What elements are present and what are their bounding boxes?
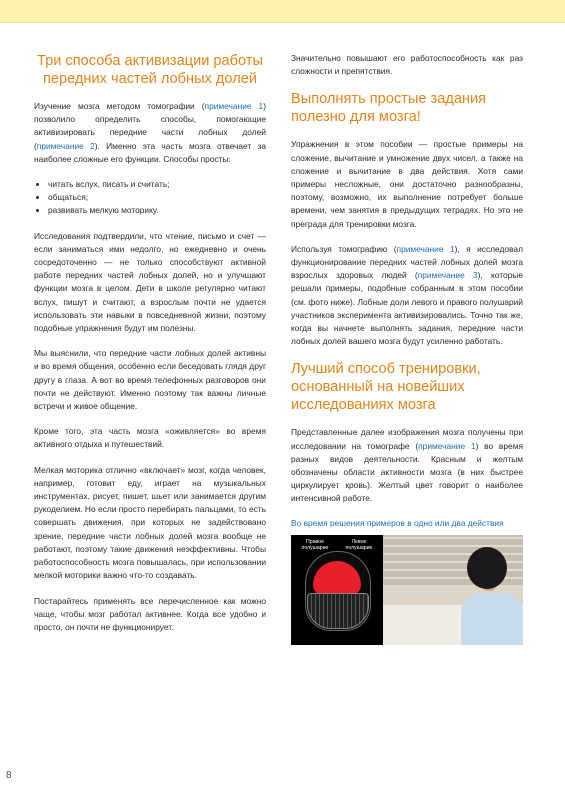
right-column (291, 52, 523, 645)
note-link-1[interactable]: примечание 1 (204, 101, 264, 111)
study-photo (383, 535, 523, 645)
brain-scan-image (291, 535, 383, 645)
section-heading-best-training: Лучший способ тренировки, основанный на новейших исследованиях мозга (291, 361, 481, 414)
label-left-hemisphere: Левое полушарие (345, 538, 373, 551)
top-color-band (0, 0, 565, 23)
paragraph: Используя томографию (примечание 1), я исследовал функционирование передних частей лобных долей мозга взрослых здоровых людей (примечание 3), которые решали примеры, подобные собранным в этом пособии (см. фото ниже). Лобные доли левого и правого полушарий участников эксперимента активизировались. Точно так же, когда вы начнете выполнять задания, передние части лобных долей вашего мозга будут усиленно работать. (291, 243, 523, 347)
label-right-hemisphere: Правое полушарие (301, 538, 329, 551)
note-link-1[interactable]: примечание 1 (396, 243, 455, 254)
left-column (34, 52, 266, 646)
paragraph: Мы выяснили, что передние части лобных долей активны и во время общения, особенно если беседовать глядя друг другу в глаза. А вот во время телефонных разговоров они почти не действуют. Именно поэтому так важны личные встречи и живое общение. (34, 348, 266, 412)
paragraph: Исследования подтвердили, что чтение, письмо и счет — если заниматься ими недолго, но ежедневно и очень сосредоточенно — не только способствуют активной работе передних частей лобных долей, но и улучшают функции мозга в целом. Дети в школе регулярно читают вслух, пишут и считают, а взрослым почти не удается использовать эти навыки в повседневной жизни, поэтому подобные упражнения будут им полезны. (34, 230, 266, 334)
note-link-3[interactable]: примечание 3 (417, 270, 478, 281)
methods-list (34, 178, 266, 218)
paragraph: Представленные далее изображения мозга получены при исследовании на томографе (примечание 1) во время разных видов деятельности. Красным и желтым обозначены области активности мозга (в них быстрее циркулирует кровь). Желтый цвет говорит о наиболее интенсивной работе. (291, 427, 523, 504)
list-item: • общаться; (48, 191, 266, 204)
paragraph: Упражнения в этом пособии — простые примеры на сложение, вычитание и умножение двух чисел, а также на сложение и вычитание в два действия. Хотя сами примеры несложные, они достаточно разнообразны, поэтому, возможно, их выполнение потребует больше времени, чем занятия в предыдущих тетрадях. Но это не преграда для тренировки мозга. (291, 139, 523, 229)
section-heading-three-ways: Три способа активизации работы передних частей лобных долей (37, 53, 263, 87)
head-mesh (307, 593, 369, 629)
paragraph: Кроме того, эта часть мозга «оживляется» во время активного отдыха и путешествий. (34, 426, 266, 450)
list-item: • развивать мелкую моторику. (48, 204, 266, 217)
continuation-paragraph: Значительно повышают его работоспособность как раз сложности и препятствия. (291, 53, 523, 77)
list-item: • читать вслух, писать и считать; (48, 178, 266, 191)
section-heading-simple-tasks: Выполнять простые задания полезно для мозга! (291, 91, 487, 126)
person-writing (461, 545, 523, 645)
intro-paragraph: Изучение мозга методом томографии (примечание 1) позволило определить способы, помогающие активизировать передние части лобных долей (примечание 2). Именно эта часть мозга отвечает за наиболее сложные его функции. Способы просты: (34, 101, 266, 164)
note-link-2[interactable]: примечание 2 (36, 140, 95, 151)
figure (291, 535, 523, 645)
page-number: 8 (6, 770, 12, 781)
paragraph: Постарайтесь применять все перечисленное как можно чаще, чтобы мозг работал активнее. Когда все удобно и просто, он почти не функционирует. (34, 595, 266, 632)
paragraph: Мелкая моторика отлично «включает» мозг, когда человек, например, готовит еду, играет на музыкальных инструментах, рисует, пишет, шьет или занимается другим рукоделием. Но если просто перебирать пальцами, то есть совершать движения, при которых не задействовано зрение, передние части лобных долей мозга вообще не работают, поэтому такие движения неэффективны. Чтобы работоспособность мозга повышалась, при использовании мелкой моторики важно что-то создавать. (34, 464, 266, 581)
figure-caption: Во время решения примеров в одно или два действия (291, 517, 504, 528)
note-link-1[interactable]: примечание 1 (418, 440, 476, 451)
